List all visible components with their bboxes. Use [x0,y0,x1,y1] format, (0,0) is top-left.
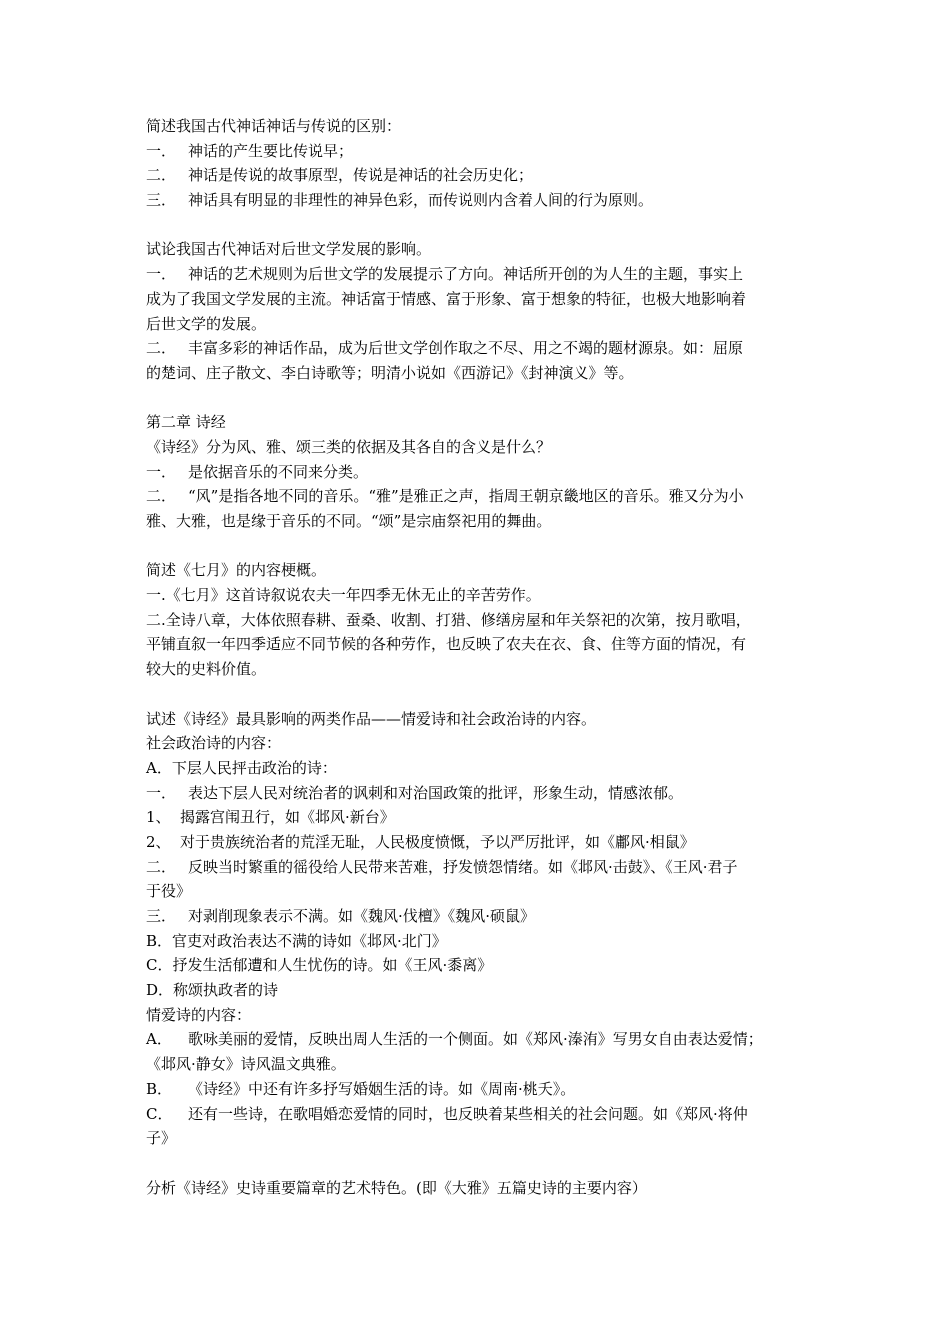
list-item-number: 一． [146,141,177,160]
text-line: 较大的史料价值。 [146,660,267,679]
text-line: C．抒发生活郁遭和人生忧伤的诗。如《王风·黍离》 [146,956,493,975]
list-item [146,484,810,509]
blank-line [146,682,810,707]
list-item-number: 二． [146,857,177,876]
list-item-text: 表达下层人民对统治者的讽刺和对治国政策的批评，形象生动，情感浓郁。 [188,783,684,802]
list-item-number: A． [146,1030,172,1049]
list-item-text: 歌咏美丽的爱情，反映出周人生活的一个侧面。如《郑风·溱洧》写男女自由表达爱情； [188,1030,763,1049]
document-page [146,114,810,1200]
list-item-text: 反映当时繁重的徭役给人民带来苦难，抒发愤怨情绪。如《邶风·击鼓》、《王风·君子 [188,857,738,876]
text-line: 分析《诗经》史诗重要篇章的艺术特色。(即《大雅》五篇史诗的主要内容） [146,1178,647,1197]
blank-line [146,1151,810,1176]
text-line: 《诗经》分为风、雅、颂三类的依据及其各自的含义是什么？ [146,437,552,456]
list-item [146,139,810,164]
list-item-number: 一． [146,265,177,284]
list-item-text: 对于贵族统治者的荒淫无耻，人民极度愤慨，予以严厉批评，如《鄘风·相鼠》 [180,832,695,851]
text-line: 第二章 诗经 [146,413,226,432]
list-item-text: 神话具有明显的非理性的神异色彩，而传说则内含着人间的行为原则。 [188,191,654,210]
text-line: 平铺直叙一年四季适应不同节候的各种劳作，也反映了农夫在衣、食、住等方面的情况，有 [146,635,747,654]
text-line: 一.《七月》这首诗叙说农夫一年四季无休无止的辛苦劳作。 [146,586,541,605]
list-item-text: 《诗经》中还有许多抒写婚姻生活的诗。如《周南·桃夭》。 [188,1079,576,1098]
list-item-number: 2、 [146,832,171,851]
list-item-number: 三． [146,191,177,210]
blank-line [146,534,810,559]
list-item-number: 三． [146,907,177,925]
list-item-number: 二． [146,339,177,358]
text-line: 成为了我国文学发展的主流。神话富于情感、富于形象、富于想象的特征，也极大地影响着 [146,289,747,308]
list-item [146,805,810,830]
text-line: 情爱诗的内容： [146,1005,252,1024]
list-item [146,163,810,188]
list-item-number: 1、 [146,808,171,827]
list-item-number: B． [146,1079,173,1098]
list-item [146,188,810,213]
list-item-number: 二． [146,487,177,506]
list-item [146,781,810,806]
blank-line [146,213,810,238]
text-line: D．称颂执政者的诗 [146,981,279,1000]
list-item-number: C． [146,1104,173,1123]
list-item [146,460,810,485]
list-item [146,1027,810,1052]
blank-line [146,386,810,411]
list-item [146,1077,810,1102]
list-item [146,336,810,361]
list-item [146,904,810,929]
list-item [146,262,810,287]
text-line: A．下层人民抨击政治的诗： [146,758,337,777]
text-line: 试论我国古代神话对后世文学发展的影响。 [146,240,432,259]
list-item-text: 对剥削现象表示不满。如《魏风·伐檀》《魏风·硕鼠》 [188,907,536,925]
text-line: 社会政治诗的内容： [146,734,282,753]
text-line: B．官吏对政治表达不满的诗如《邶风·北门》 [146,931,447,950]
text-line: 试述《诗经》最具影响的两类作品——情爱诗和社会政治诗的内容。 [146,709,597,728]
text-line: 简述我国古代神话神话与传说的区别： [146,117,402,135]
text-line: 子》 [146,1129,177,1148]
list-item-text: “风”是指各地不同的音乐。“雅”是雅正之声，指周王朝京畿地区的音乐。雅又分为小 [188,487,744,506]
list-item [146,830,810,855]
list-item-number: 二． [146,166,177,185]
text-line: 《邶风·静女》诗风温文典雅。 [146,1055,346,1074]
text-line: 于役》 [146,882,192,901]
list-item [146,1102,810,1127]
list-item-text: 揭露宫闱丑行，如《邶风·新台》 [180,808,395,827]
list-item-text: 神话是传说的故事原型，传说是神话的社会历史化； [188,166,534,185]
text-line: 简述《七月》的内容梗概。 [146,561,327,580]
list-item-text: 神话的艺术规则为后世文学的发展提示了方向。神话所开创的为人生的主题，事实上 [188,265,744,284]
text-line: 二.全诗八章，大体依照春耕、蚕桑、收割、打猎、修缮房屋和年关祭祀的次第，按月歌唱， [146,610,751,629]
list-item-text: 还有一些诗，在歌唱婚恋爱情的同时，也反映着某些相关的社会问题。如《郑风·将仲 [188,1104,748,1123]
list-item-text: 丰富多彩的神话作品，成为后世文学创作取之不尽、用之不竭的题材源泉。如：屈原 [188,339,744,358]
text-line: 的楚词、庄子散文、李白诗歌等；明清小说如《西游记》《封神演义》等。 [146,363,634,382]
list-item-text: 是依据音乐的不同来分类。 [188,462,369,481]
list-item-text: 神话的产生要比传说早； [188,141,354,160]
text-line: 雅、大雅，也是缘于音乐的不同。“颂”是宗庙祭祀用的舞曲。 [146,512,552,530]
text-line: 后世文学的发展。 [146,314,267,333]
list-item-number: 一． [146,462,177,481]
list-item-number: 一． [146,783,177,802]
list-item [146,855,810,880]
